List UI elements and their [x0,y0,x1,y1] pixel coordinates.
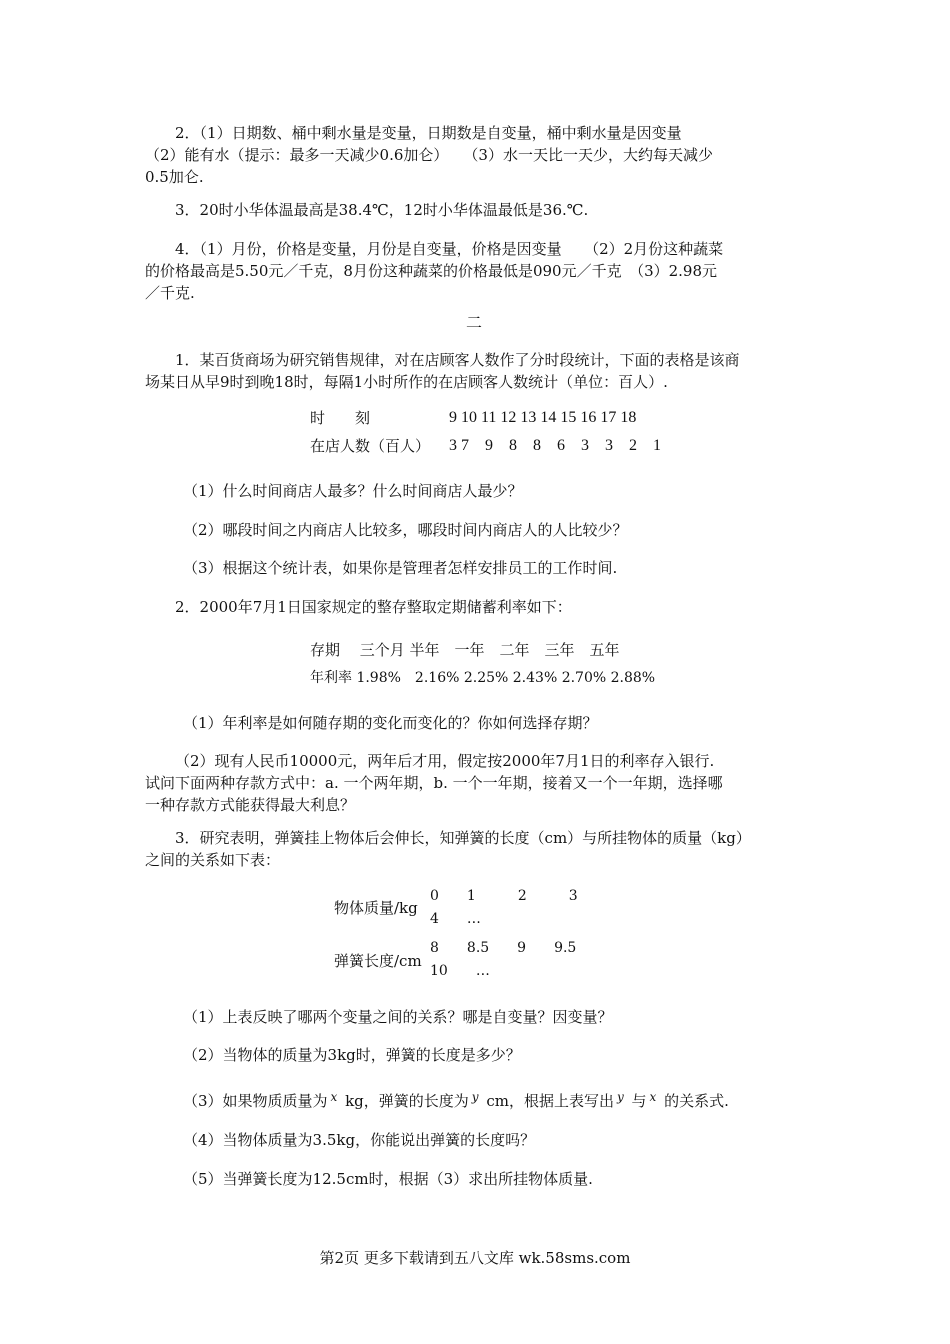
problem2-row2: 年利率 1.98% 2.16% 2.25% 2.43% 2.70% 2.88% [310,670,656,686]
problem3-q1: （1）上表反映了哪两个变量之间的关系？哪是自变量？因变量？ [183,1008,613,1026]
variable-x: x [649,1090,657,1104]
problem2-stem: 2．2000年7月1日国家规定的整存整取定期储蓄利率如下： [175,598,572,616]
variable-y: y [471,1090,479,1104]
problem2-q2-line3: 一种存款方式能获得最大利息？ [145,796,356,814]
problem3-q4: （4）当物体质量为3.5kg，你能说出弹簧的长度吗？ [183,1131,536,1149]
problem1-row2-values: 3 7 9 8 8 6 3 3 2 1 [449,437,662,454]
problem3-q3-part-d: 与 [626,1092,647,1110]
answer-4-cont [145,260,805,304]
answer-2-line1: 2．（1）日期数、桶中剩水量是变量，日期数是自变量，桶中剩水量是因变量 [175,124,682,142]
answer-4 [145,238,805,260]
answer-2 [145,122,805,144]
problem1-stem-line1: 1．某百货商场为研究销售规律，对在店顾客人数作了分时段统计，下面的表格是该商 [175,351,740,369]
answer-4-line2: 的价格最高是5.50元／千克，8月份这种蔬菜的价格最低是090元／千克 （3）2.98元 [145,262,718,280]
problem2-q2-line2: 试问下面两种存款方式中：a. 一个两年期，b. 一个一年期，接着又一个一年期，选择哪 [145,774,723,792]
answer-4-line3: ／千克. [145,284,195,302]
problem3-mass-bottom: 4 … [430,911,481,927]
problem3-q5: （5）当弹簧长度为12.5cm时，根据（3）求出所挂物体质量. [183,1170,593,1188]
variable-y: y [616,1090,624,1104]
problem3-length-bottom: 10 … [430,963,490,979]
page-footer: 第2页 更多下载请到五八文库 wk.58sms.com [319,1249,631,1267]
problem2-q2-line1: （2）现有人民币10000元，两年后才用，假定按2000年7月1日的利率存入银行. [175,752,715,770]
problem1-q3: （3）根据这个统计表，如果你是管理者怎样安排员工的工作时间. [183,559,618,577]
problem3-stem-line1: 3．研究表明，弹簧挂上物体后会伸长，知弹簧的长度（cm）与所挂物体的质量（kg） [175,829,751,847]
problem3-q2: （2）当物体的质量为3kg时，弹簧的长度是多少？ [183,1046,521,1064]
answer-3: 3．20时小华体温最高是38.4℃，12时小华体温最低是36.℃. [175,201,589,219]
problem2-row1: 存期 三个月 半年 一年 二年 三年 五年 [310,641,620,659]
problem1-row2-label: 在店人数（百人） [310,437,431,455]
problem1-stem-line2: 场某日从早9时到晚18时，每隔1小时所作的在店顾客人数统计（单位：百人）. [145,373,668,391]
problem3-q3-part-e: 的关系式. [659,1092,729,1110]
problem3-mass-top: 0 1 2 3 [430,888,578,904]
problem2-q2-cont [145,772,805,816]
problem1-q2: （2）哪段时间之内商店人比较多，哪段时间内商店人的人比较少？ [183,521,628,539]
problem3-q3 [183,1090,729,1113]
answer-2-cont [145,144,805,188]
problem1-row1-values: 9 10 11 12 13 14 15 16 17 18 [449,409,637,426]
problem1-q1: （1）什么时间商店人最多？什么时间商店人最少？ [183,482,523,500]
answer-4-line1: 4．（1）月份，价格是变量，月份是自变量，价格是因变量 （2）2月份这种蔬菜 [175,240,724,258]
problem3-length-label: 弹簧长度/cm [334,952,422,970]
section-title: 二 [466,313,483,332]
answer-2-line2: （2）能有水（提示：最多一天减少0.6加仑） （3）水一天比一天少，大约每天减少 [145,146,713,164]
problem3-length-top: 8 8.5 9 9.5 [430,940,577,956]
problem3-mass-label: 物体质量/kg [334,899,418,917]
problem1-row1-label: 时 刻 [310,409,371,427]
problem3-q3-part-a: （3）如果物质质量为 [183,1092,328,1110]
problem2-q1: （1）年利率是如何随存期的变化而变化的？你如何选择存期？ [183,714,598,732]
problem3-stem-line2: 之间的关系如下表： [145,851,281,869]
problem3-q3-part-c: cm，根据上表写出 [481,1092,614,1110]
answer-2-line3: 0.5加仑. [145,168,204,186]
problem3-q3-part-b: kg，弹簧的长度为 [340,1092,469,1110]
variable-x: x [330,1090,338,1104]
